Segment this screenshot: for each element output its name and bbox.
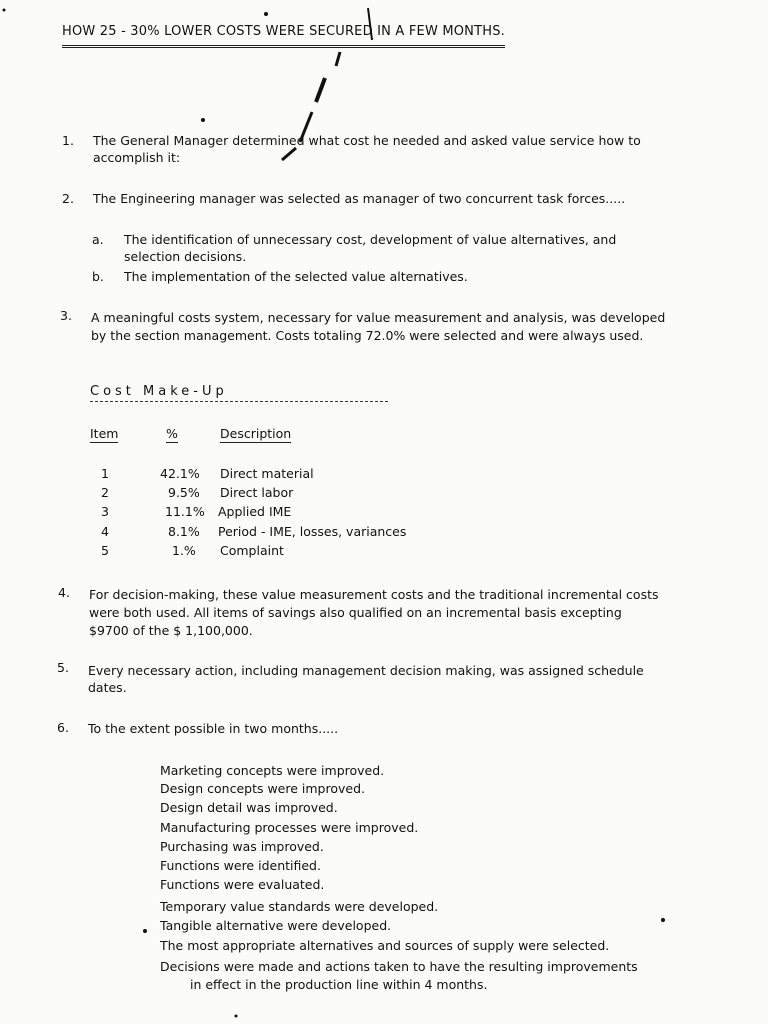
- list-item: Functions were evaluated.: [160, 877, 325, 892]
- cost-desc-4: Period - IME, losses, variances: [218, 524, 407, 539]
- item-number-4: 4.: [58, 585, 70, 600]
- column-header-description: Description: [220, 426, 292, 441]
- cost-desc-5: Complaint: [220, 543, 284, 558]
- column-header-percent: %: [166, 426, 178, 441]
- list-item: Manufacturing processes were improved.: [160, 820, 419, 835]
- list-item: Purchasing was improved.: [160, 839, 324, 854]
- subitem-label-b: b.: [92, 269, 104, 284]
- cost-desc-2: Direct labor: [220, 485, 294, 500]
- column-header-item: Item: [90, 426, 119, 441]
- item-number-2: 2.: [62, 191, 74, 206]
- item-2-line-1: The Engineering manager was selected as manager of two concurrent task forces.....: [93, 191, 626, 206]
- cost-pct-5: 1.%: [172, 543, 196, 558]
- item-3-line-1: A meaningful costs system, necessary for value measurement and analysis, was developed: [91, 310, 666, 325]
- cost-item-5: 5: [101, 543, 109, 558]
- list-item: Temporary value standards were developed.: [160, 899, 439, 914]
- item-number-1: 1.: [62, 133, 74, 148]
- item-6-line-1: To the extent possible in two months.....: [88, 721, 339, 736]
- subitem-a-line-1: The identification of unnecessary cost, development of value alternatives, and: [124, 232, 617, 247]
- item-number-6: 6.: [57, 720, 69, 735]
- cost-pct-3: 11.1%: [165, 504, 205, 519]
- item-5-line-2: dates.: [88, 680, 127, 695]
- cost-pct-4: 8.1%: [168, 524, 200, 539]
- cost-pct-2: 9.5%: [168, 485, 200, 500]
- list-item: Design detail was improved.: [160, 800, 338, 815]
- item-4-line-3: $9700 of the $ 1,100,000.: [89, 623, 253, 638]
- cost-item-3: 3: [101, 504, 109, 519]
- subitem-a-line-2: selection decisions.: [124, 249, 247, 264]
- list-item: Marketing concepts were improved.: [160, 763, 385, 778]
- item-3-line-2: by the section management. Costs totaling 72.0% were selected and were always used.: [91, 328, 644, 343]
- subitem-b-line-1: The implementation of the selected value alternatives.: [124, 269, 468, 284]
- list-item: The most appropriate alternatives and sources of supply were selected.: [160, 938, 610, 953]
- cost-item-2: 2: [101, 485, 109, 500]
- list-item: Design concepts were improved.: [160, 781, 365, 796]
- cost-pct-1: 42.1%: [160, 466, 200, 481]
- page-title: HOW 25 - 30% LOWER COSTS WERE SECURED IN A FEW MONTHS.: [62, 24, 505, 48]
- cost-desc-3: Applied IME: [218, 504, 292, 519]
- item-number-5: 5.: [57, 660, 69, 675]
- list-item: Functions were identified.: [160, 858, 321, 873]
- item-number-3: 3.: [60, 308, 72, 323]
- item-5-line-1: Every necessary action, including management decision making, was assigned schedule: [88, 663, 644, 678]
- list-item: in effect in the production line within 4 months.: [190, 977, 488, 992]
- cost-item-4: 4: [101, 524, 109, 539]
- cost-item-1: 1: [101, 466, 109, 481]
- item-4-line-1: For decision-making, these value measurement costs and the traditional incremental costs: [89, 587, 659, 602]
- cost-makeup-heading: Cost Make-Up: [90, 384, 388, 402]
- list-item: Decisions were made and actions taken to have the resulting improvements: [160, 959, 638, 974]
- item-4-line-2: were both used. All items of savings also qualified on an incremental basis excepting: [89, 605, 622, 620]
- list-item: Tangible alternative were developed.: [160, 918, 392, 933]
- cost-desc-1: Direct material: [220, 466, 314, 481]
- subitem-label-a: a.: [92, 232, 104, 247]
- item-1-line-2: accomplish it:: [93, 150, 181, 165]
- item-1-line-1: The General Manager determined what cost he needed and asked value service how to: [93, 133, 641, 148]
